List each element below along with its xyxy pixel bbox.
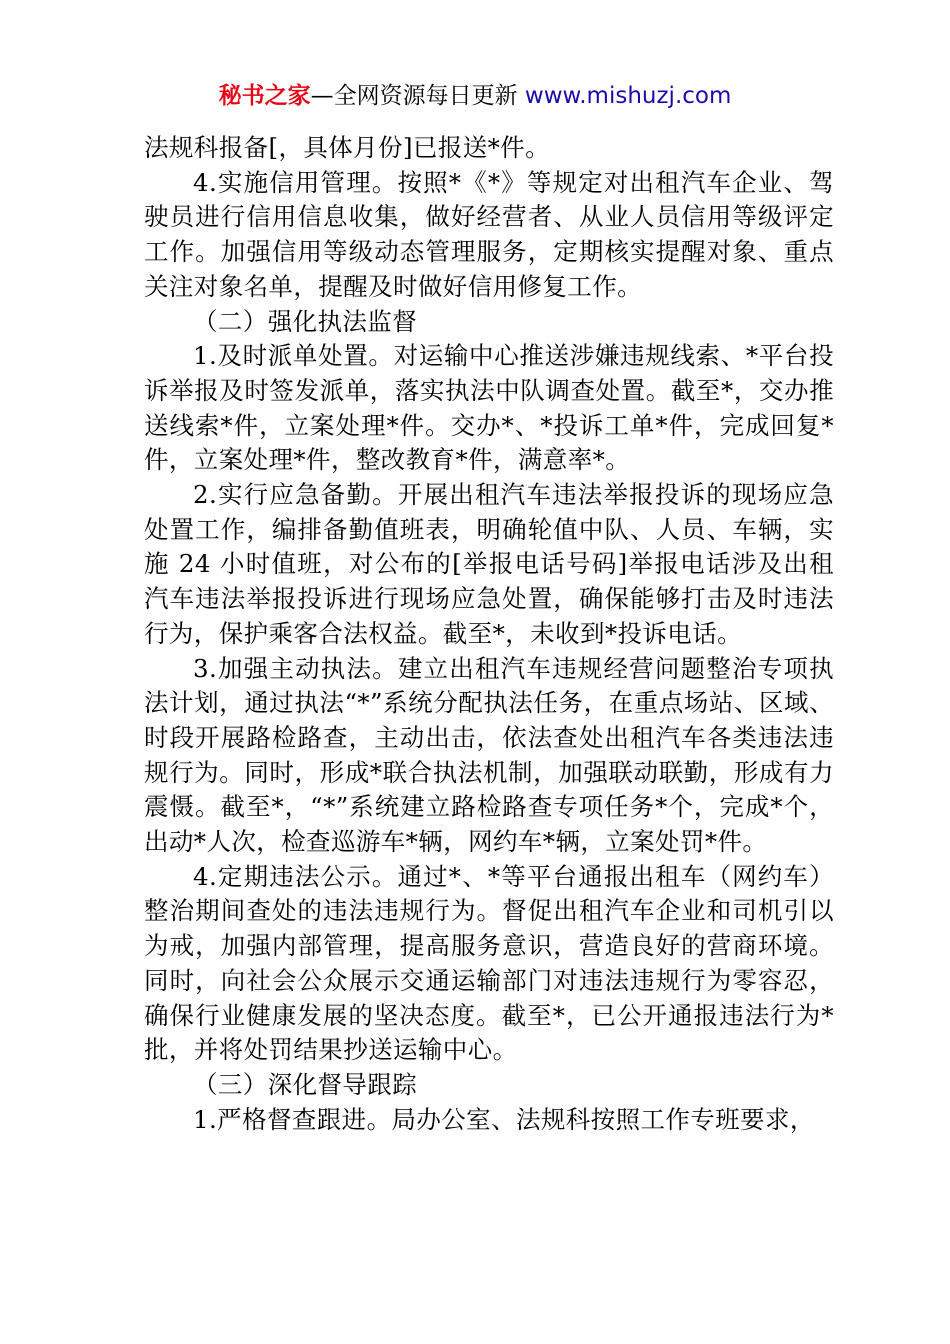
site-url[interactable]: www.mishuzj.com [524,83,732,109]
site-brand: 秘书之家 [218,83,311,109]
paragraph-continuation: 法规科报备[，具体月份]已报送*件。 [144,133,551,162]
paragraph-credit-management: 4.实施信用管理。按照*《*》等规定对出租汽车企业、驾驶员进行信用信息收集，做好经营者、从业人员信用等级评定工作。加强信用等级动态管理服务，定期核实提醒对象、重点关注对象名单，提醒及时做好信用修复工作。 [144,167,834,301]
paragraph-active-enforcement: 3.加强主动执法。建立出租汽车违规经营问题整治专项执法计划，通过执法“*”系统分配执法任务，在重点场站、区域、时段开展路检路查，主动出击，依法查处出租汽车各类违法违规行为。同时，形成*联合执法机制，加强联动联勤，形成有力震慑。截至*，“*”系统建立路检路查专项任务*个，完成*个，出动*人次，检查巡游车*辆，网约车*辆，立案处罚*件。 [144,653,834,857]
paragraph-dispatch: 1.及时派单处置。对运输中心推送涉嫌违规线索、*平台投诉举报及时签发派单，落实执法中队调查处置。截至*，交办推送线索*件，立案处理*件。交办*、*投诉工单*件，完成回复*件，立案处理*件，整改教育*件，满意率*。 [144,341,834,475]
document-body [144,131,834,1137]
site-tagline: —全网资源每日更新 [310,83,525,109]
paragraph-public-disclosure: 4.定期违法公示。通过*、*等平台通报出租车（网约车）整治期间查处的违法违规行为。督促出租汽车企业和司机引以为戒，加强内部管理，提高服务意识，营造良好的营商环境。同时，向社会公众展示交通运输部门对违法违规行为零容忍，确保行业健康发展的坚决态度。截至*，已公开通报违法行为*批，并将处罚结果抄送运输中心。 [144,861,834,1065]
section-heading-supervision: （三）深化督导跟踪 [193,1069,418,1099]
paragraph-inspection: 1.严格督查跟进。局办公室、法规科按照工作专班要求， [193,1104,815,1134]
site-header [0,80,950,112]
paragraph-emergency-duty: 2.实行应急备勤。开展出租汽车违法举报投诉的现场应急处置工作，编排备勤值班表，明确轮值中队、人员、车辆，实施 24 小时值班，对公布的[举报电话号码]举报电话涉及出租汽车违法举报投诉进行现场应急处置，确保能够打击及时违法行为，保护乘客合法权益。截至*，未收到*投诉电话。 [144,480,834,648]
section-heading-enforcement: （二）强化执法监督 [193,306,418,336]
